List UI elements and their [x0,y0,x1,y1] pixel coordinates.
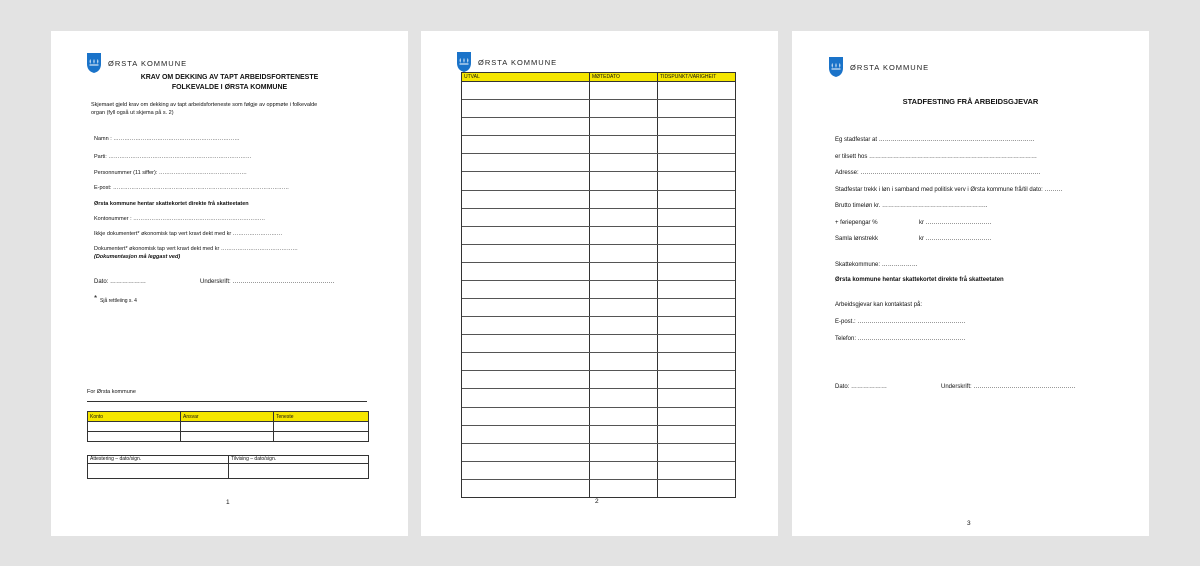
divider-line [87,401,367,402]
table-row[interactable] [462,461,735,462]
table-row[interactable] [462,99,735,100]
signature-table [87,455,369,479]
form-title-line2: FOLKEVALDE I ØRSTA KOMMUNE [171,84,288,91]
intro-text-line1: Skjemaet gjeld krav om dekking av tapt arbeidsforteneste som følgje av oppmøte i folkevalde [91,102,318,108]
signature-field[interactable]: Underskrift: …………………………………………… [941,384,1076,390]
table-row[interactable] [462,262,735,263]
account-header-teneste: Teneste [274,412,369,422]
page-number: 3 [967,520,971,527]
personal-number-field[interactable]: Personnummer (11 siffer): ………………………………………… [94,170,247,176]
footnote-text: Sjå rettleiing s. 4 [100,298,137,304]
contact-intro: Arbeidsgjevar kan kontaktast på: [835,302,923,308]
org-logo [86,52,187,74]
tax-card-note: Ørsta kommune hentar skattekortet direkte frå skatteetaten [94,201,249,207]
header-tidspunkt: TIDSPUNKT/VARIGHEIT [660,74,717,80]
table-row[interactable] [462,334,735,335]
for-orsta-label: For Ørsta kommune [87,389,136,395]
header-utval: UTVAL [464,74,480,80]
gross-hourly-wage-line[interactable]: Brutto timeløn kr. …………………………………………….. [835,203,988,209]
account-table [87,411,369,442]
page-1 [51,31,408,536]
org-logo [828,56,929,78]
account-header-konto: Konto [88,412,181,422]
approval-cell[interactable] [229,464,369,479]
account-cell[interactable] [181,422,274,432]
meeting-table [461,72,736,498]
header-motedato: MØTEDATO [592,74,620,80]
coat-of-arms-icon [456,51,472,73]
table-row[interactable] [462,425,735,426]
table-row[interactable] [462,135,735,136]
account-cell[interactable] [181,432,274,442]
coat-of-arms-icon [86,52,102,74]
employed-at-line[interactable]: er tilsett hos ………………………………………………………………………… [835,154,1038,160]
footnote-star: * [94,294,98,303]
name-field[interactable]: Namn : …………………………………………………………… [94,136,240,142]
account-header-ansvar: Ansvar [181,412,274,422]
table-row[interactable] [462,352,735,353]
account-cell[interactable] [88,422,181,432]
org-logo [456,51,557,73]
holiday-pay-field[interactable]: kr …………………………… [919,220,992,226]
account-cell[interactable] [274,432,369,442]
table-row[interactable] [462,443,735,444]
page-number: 2 [595,498,599,505]
table-row[interactable] [462,244,735,245]
total-deduction-field[interactable]: kr …………………………… [919,236,992,242]
table-row[interactable] [462,117,735,118]
org-name: ØRSTA KOMMUNE [478,57,558,67]
table-row[interactable] [462,280,735,281]
attest-cell[interactable] [88,464,229,479]
email-field[interactable]: E-post: …………………………………………………………………………………… [94,185,289,191]
date-field[interactable]: Dato: ……………… [94,279,147,285]
table-row[interactable] [462,208,735,209]
table-row[interactable] [462,479,735,480]
account-cell[interactable] [88,432,181,442]
table-row[interactable] [462,370,735,371]
account-number-field[interactable]: Kontonummer : ……………………………………………………………… [94,216,266,222]
tax-municipality-field[interactable]: Skattekommune: ……………… [835,262,918,268]
employer-phone-field[interactable]: Telefon: ……………………………………………… [835,336,966,342]
documentation-note: (Dokumentasjon må leggast ved) [94,254,181,260]
account-cell[interactable] [274,422,369,432]
table-row[interactable] [462,298,735,299]
employer-email-field[interactable]: E-post.: ……………………………………………… [835,319,966,325]
confirm-line[interactable]: Eg stadfestar at …………………………………………………………………… [835,137,1035,143]
signature-field[interactable]: Underskrift: …………………………………………… [200,279,335,285]
table-row[interactable] [462,407,735,408]
salary-deduction-line[interactable]: Stadfestar trekk i løn i samband med politisk verv i Ørsta kommune frå/til dato: ……… [835,187,1063,193]
intro-text-line2: organ (fyll også ut skjema på s. 2) [91,110,174,116]
attest-header: Attestering – dato/sign. [88,456,229,464]
total-deduction-label: Samla lønstrekk [835,236,879,242]
form-title-line1: KRAV OM DEKKING AV TAPT ARBEIDSFORTENESTE [140,74,319,81]
table-row[interactable] [462,171,735,172]
tax-card-note: Ørsta kommune hentar skattekortet direkte frå skatteetaten [835,277,1004,283]
page-2 [421,31,778,536]
party-field[interactable]: Parti: …………………………………………………………………… [94,154,252,160]
coat-of-arms-icon [828,56,844,78]
column-divider [589,73,590,497]
holiday-pay-label: + feriepengar % [835,220,878,226]
table-row[interactable] [462,226,735,227]
page-number: 1 [226,499,230,506]
column-divider [657,73,658,497]
employer-confirmation-title: STADFESTING FRÅ ARBEIDSGJEVAR [902,97,1039,106]
table-row[interactable] [462,388,735,389]
undocumented-loss-field[interactable]: Ikkje dokumentert* økonomisk tap vert kravt dekt med kr ……………………… [94,231,283,237]
date-field[interactable]: Dato: ……………… [835,384,888,390]
address-line[interactable]: Adresse: ……………………………………………………………………………… [835,170,1041,176]
approval-header: Tilvising – dato/sign. [229,456,369,464]
table-row[interactable] [462,316,735,317]
page-3 [792,31,1149,536]
org-name: ØRSTA KOMMUNE [850,62,930,72]
table-row[interactable] [462,153,735,154]
org-name: ØRSTA KOMMUNE [108,58,188,68]
documented-loss-field[interactable]: Dokumentert* økonomisk tap vert kravt dekt med kr …………………………………… [94,246,298,252]
table-row[interactable] [462,190,735,191]
